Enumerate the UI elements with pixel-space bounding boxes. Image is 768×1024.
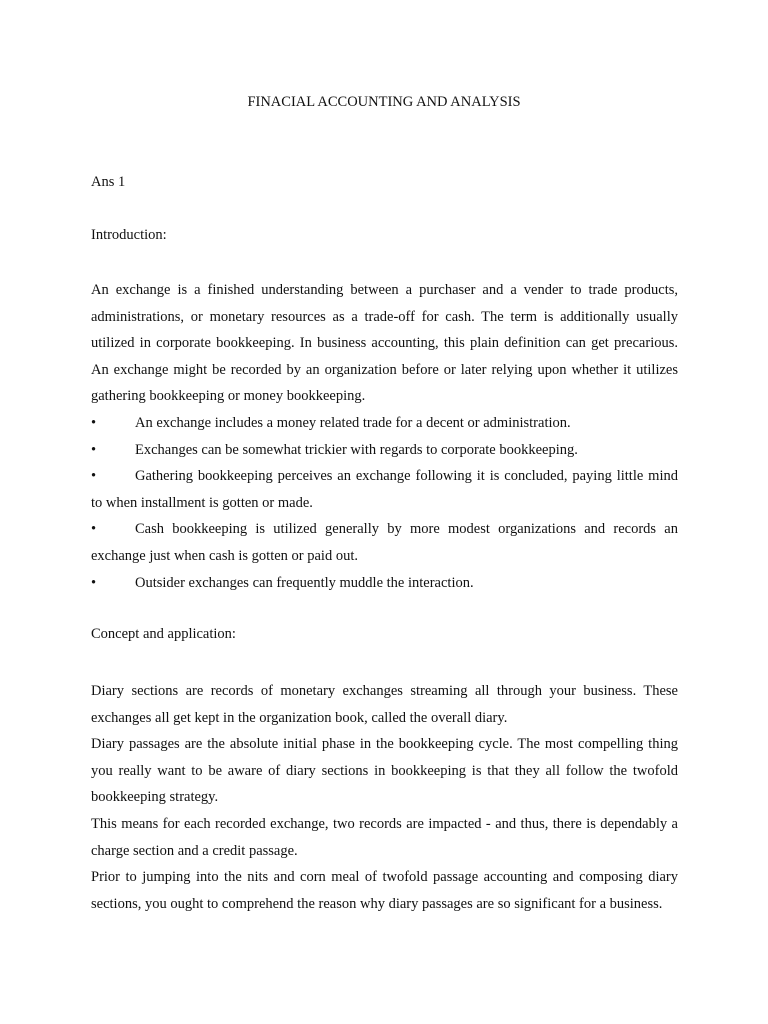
bullet-text: Outsider exchanges can frequently muddle the interaction. (135, 574, 474, 591)
concept-paragraph: Diary sections are records of monetary exchanges streaming all through your business. These exchanges all get kept in the organization book, called the overall diary. (91, 683, 678, 726)
introduction-section (91, 277, 678, 596)
introduction-paragraph: An exchange is a finished understanding between a purchaser and a vender to trade products, administrations, or monetary resources as a trade-off for cash. The term is additionally usually utilized in corporate bookkeeping. In business accounting, this plain definition can get precarious. An exchange might be recorded by an organization before or later relying upon whether it utilizes gathering bookkeeping or money bookkeeping. (91, 282, 678, 405)
bullet-text: Exchanges can be somewhat trickier with regards to corporate bookkeeping. (135, 441, 578, 458)
bullet-marker: • (91, 574, 97, 591)
bullet-marker: • (91, 441, 97, 458)
bullet-text: Cash bookkeeping is utilized generally by more modest organizations and records an exchange just when cash is gotten or paid out. (91, 521, 678, 564)
bullet-marker: • (91, 414, 97, 431)
bullet-item (91, 437, 678, 464)
bullet-marker: • (91, 468, 97, 485)
bullet-item (91, 570, 678, 597)
concept-paragraph: This means for each recorded exchange, two records are impacted - and thus, there is dependably a charge section and a credit passage. (91, 815, 678, 859)
introduction-heading: Introduction: (91, 227, 167, 243)
concept-paragraph: Prior to jumping into the nits and corn meal of twofold passage accounting and composing diary sections, you ought to comprehend the reason why diary passages are so significant for a business. (91, 869, 678, 912)
concept-heading: Concept and application: (91, 626, 236, 642)
bullet-item (91, 463, 678, 516)
bullet-item (91, 410, 678, 437)
concept-section (91, 678, 678, 917)
bullet-marker: • (91, 521, 97, 538)
answer-label: Ans 1 (91, 174, 126, 190)
bullet-item (91, 516, 678, 569)
document-title: FINACIAL ACCOUNTING AND ANALYSIS (247, 94, 521, 110)
bullet-text: An exchange includes a money related trade for a decent or administration. (135, 414, 571, 431)
concept-paragraph: Diary passages are the absolute initial phase in the bookkeeping cycle. The most compelling thing you really want to be aware of diary sections in bookkeeping is that they all follow the twofold bookkeeping strategy. (91, 736, 678, 806)
bullet-text: Gathering bookkeeping perceives an exchange following it is concluded, paying little mind to when installment is gotten or made. (91, 468, 678, 511)
